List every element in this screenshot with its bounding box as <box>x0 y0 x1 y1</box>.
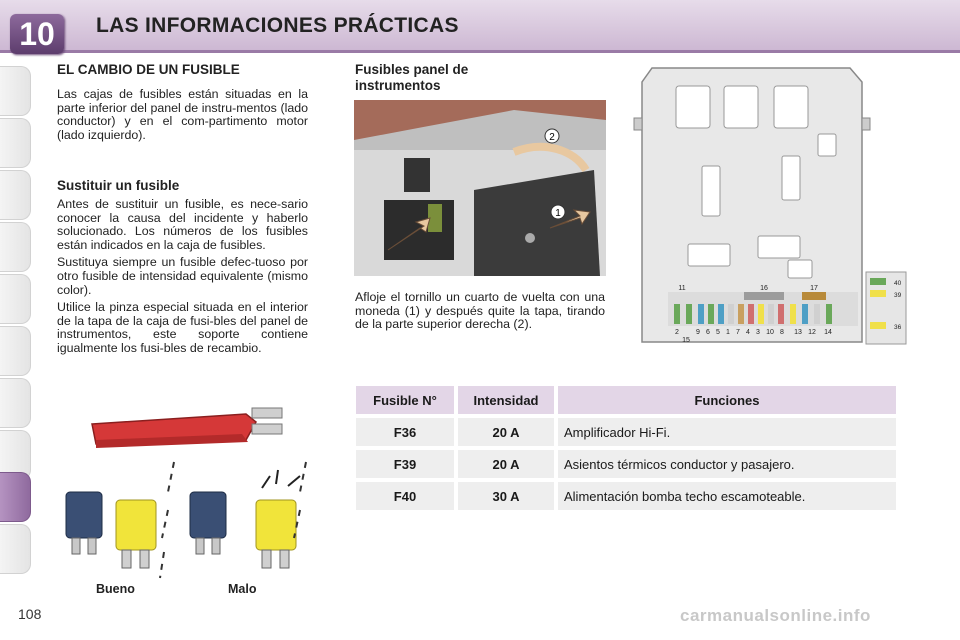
fuse-number-cell: F40 <box>356 482 454 510</box>
fusebox-diagram <box>632 62 908 346</box>
fuse-label: 14 <box>824 329 832 336</box>
fuse-label: 6 <box>706 329 710 336</box>
fuse-label: 10 <box>766 329 774 336</box>
table-row <box>356 450 896 478</box>
fuse-label: 4 <box>746 329 750 336</box>
fuse-puller-tool <box>92 408 282 448</box>
fuse-illustration <box>56 392 316 592</box>
intro-paragraph: Las cajas de fusibles están situadas en la parte inferior del panel de instru-mentos (lado conductor) y en el com-partimento motor (lado izquierdo). <box>57 87 308 142</box>
fuse-label: 15 <box>682 337 690 344</box>
label-bad: Malo <box>228 582 257 596</box>
fuse-label: 8 <box>780 329 784 336</box>
fuse-label: 13 <box>794 329 802 336</box>
chapter-tabs <box>0 66 34 576</box>
chapter-tab-active[interactable] <box>0 472 31 522</box>
function-cell: Alimentación bomba techo escamoteable. <box>558 482 896 510</box>
table-row <box>356 482 896 510</box>
photo-marker-2: 2 <box>549 132 555 143</box>
instructions-text: Antes de sustituir un fusible, es nece-sario conocer la causa del incidente y haberlo solucionado. Los números de los fusibles están indicados en la caja de fusibles. Sustituya siempre un fusible defec-tuoso por otro fusible de intensidad equivalente (mismo color). Utilice la pinza especial situada en el interior de la tapa de la caja de fusi-bles del panel de instrumentos, este soporte contiene igualmente los fusi-bles de recambio. <box>57 197 308 355</box>
chapter-tab[interactable] <box>0 66 31 116</box>
fuse-label: 7 <box>736 329 740 336</box>
fuse-label: 3 <box>756 329 760 336</box>
chapter-badge: 10 <box>10 14 64 54</box>
fuse-label: 16 <box>760 285 768 292</box>
fuse-label: 11 <box>678 285 686 292</box>
fuse-label: 5 <box>716 329 720 336</box>
function-cell: Asientos térmicos conductor y pasajero. <box>558 450 896 478</box>
fuse-good-icon <box>66 492 156 568</box>
dashboard-photo <box>354 100 606 276</box>
column-header: Intensidad <box>458 386 554 414</box>
column-header: Funciones <box>558 386 896 414</box>
fuse-label: 1 <box>726 329 730 336</box>
fuse-label: 12 <box>808 329 816 336</box>
chapter-tab[interactable] <box>0 222 31 272</box>
subsection-heading: Sustituir un fusible <box>57 178 180 193</box>
chapter-tab[interactable] <box>0 170 31 220</box>
fuse-bad-icon <box>190 470 300 568</box>
intensity-cell: 20 A <box>458 450 554 478</box>
chapter-tab[interactable] <box>0 274 31 324</box>
watermark-text: carmanualsonline.info <box>680 606 871 625</box>
fuse-table <box>352 382 900 514</box>
label-good: Bueno <box>96 582 135 596</box>
intensity-cell: 20 A <box>458 418 554 446</box>
chapter-tab[interactable] <box>0 378 31 428</box>
table-row <box>356 418 896 446</box>
fuse-label: 39 <box>894 292 902 299</box>
fuse-label: 2 <box>675 329 679 336</box>
fuse-label: 9 <box>696 329 700 336</box>
fuse-panel-heading: Fusibles panel de instrumentos <box>355 62 469 93</box>
fuse-number-cell: F36 <box>356 418 454 446</box>
fuse-number-cell: F39 <box>356 450 454 478</box>
chapter-tab[interactable] <box>0 326 31 376</box>
fuse-label: 40 <box>894 280 902 287</box>
fuse-label: 36 <box>894 324 902 331</box>
function-cell: Amplificador Hi-Fi. <box>558 418 896 446</box>
panel-instructions: Afloje el tornillo un cuarto de vuelta con una moneda (1) y después quite la tapa, tirando de la parte superior derecha (2). <box>355 290 605 332</box>
column-header: Fusible N° <box>356 386 454 414</box>
chapter-tab[interactable] <box>0 118 31 168</box>
page-title: LAS INFORMACIONES PRÁCTICAS <box>96 14 459 37</box>
photo-marker-1: 1 <box>555 208 561 219</box>
intensity-cell: 30 A <box>458 482 554 510</box>
fuse-label: 17 <box>810 285 818 292</box>
chapter-tab[interactable] <box>0 524 31 574</box>
page-header <box>0 0 960 53</box>
table-header-row <box>356 386 896 414</box>
section-heading: EL CAMBIO DE UN FUSIBLE <box>57 62 240 77</box>
page-number: 108 <box>18 606 42 622</box>
